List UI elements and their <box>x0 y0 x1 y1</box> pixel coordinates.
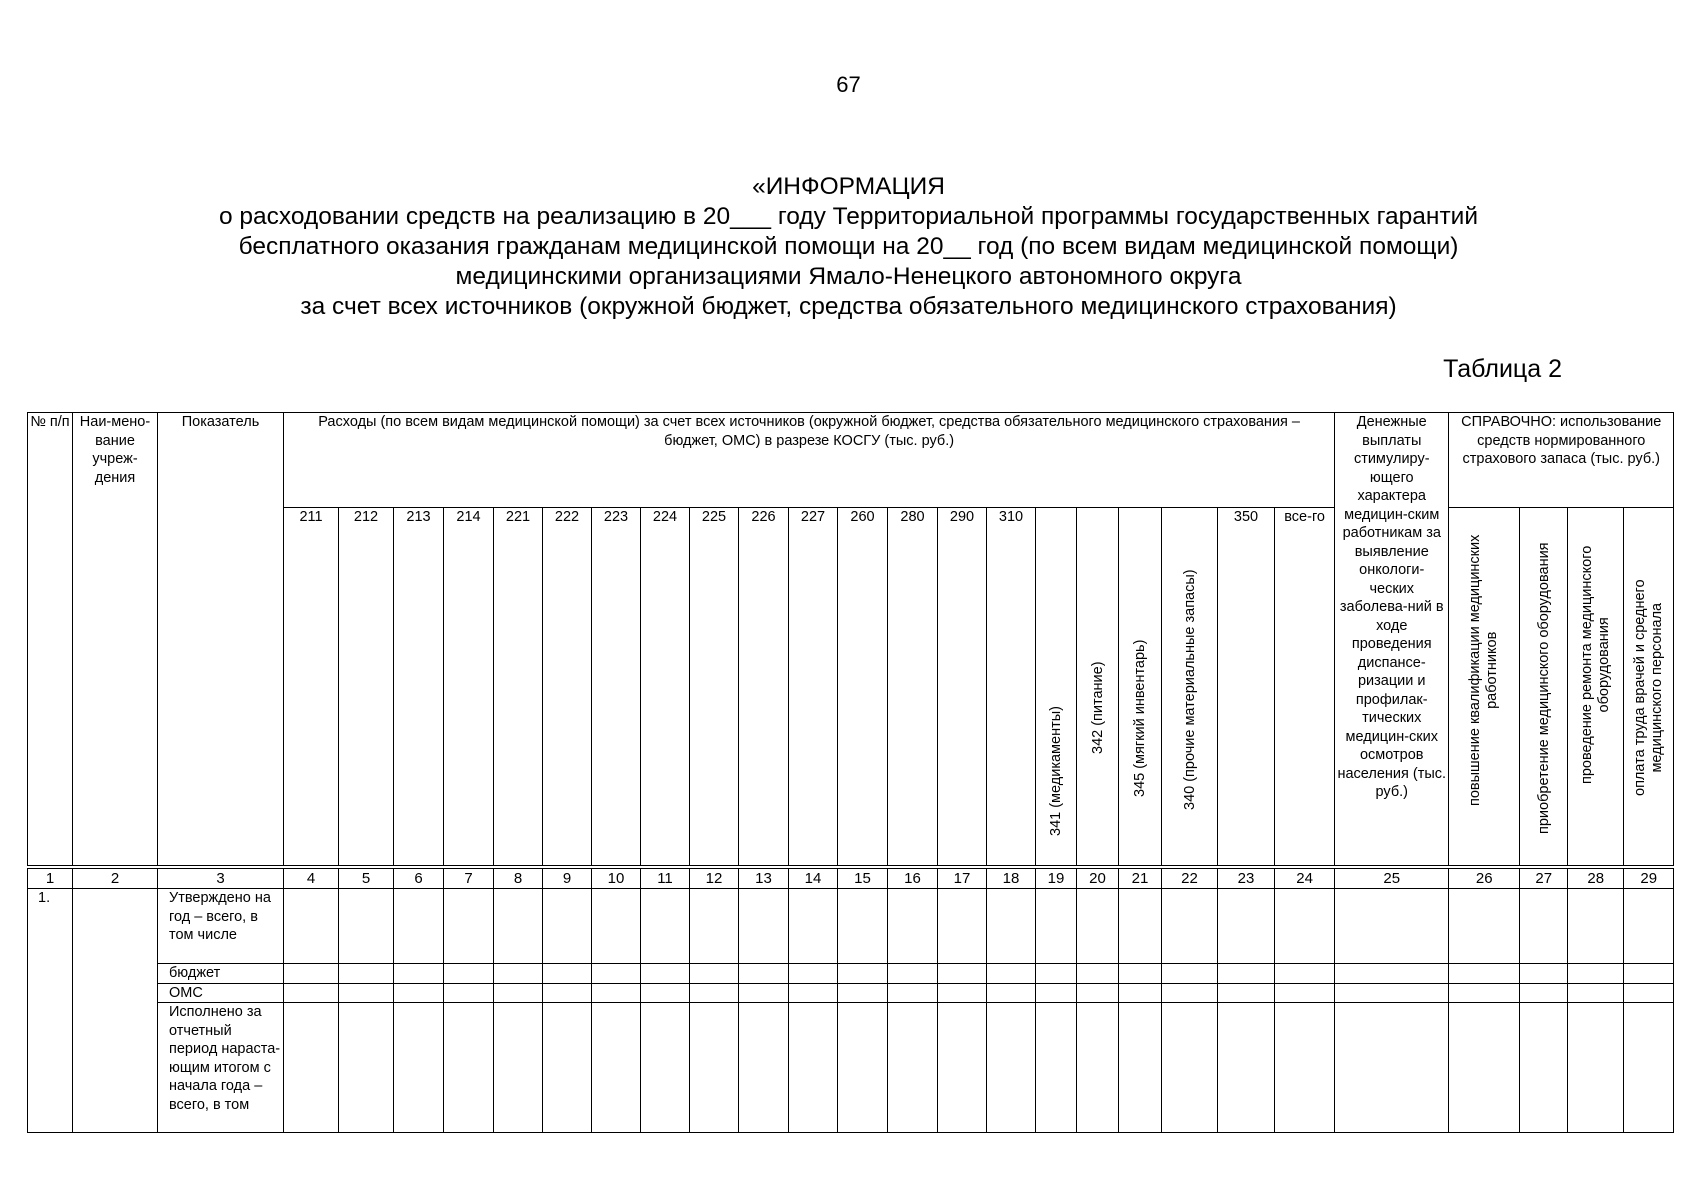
kosgu-345-label: 345 (мягкий инвентарь) <box>1132 639 1148 797</box>
title-line-3: бесплатного оказания гражданам медицинской помощи на 20__ год (по всем видам медицинской помощи) <box>238 233 1459 260</box>
kosgu-224: 224 <box>641 508 690 866</box>
data-cell[interactable] <box>739 983 789 1003</box>
title-line-1: «ИНФОРМАЦИЯ <box>752 173 945 200</box>
colnum: 11 <box>641 869 690 889</box>
indicator-oms: ОМС <box>158 983 284 1003</box>
data-cell[interactable] <box>284 964 339 984</box>
colnum: 25 <box>1335 869 1449 889</box>
data-cell[interactable] <box>838 1003 888 1133</box>
data-cell[interactable] <box>494 983 543 1003</box>
data-cell[interactable] <box>1449 964 1520 984</box>
kosgu-212: 212 <box>339 508 394 866</box>
data-cell[interactable] <box>543 1003 592 1133</box>
kosgu-345 <box>1119 508 1162 866</box>
data-cell[interactable] <box>1036 889 1077 964</box>
data-cell[interactable] <box>1119 983 1162 1003</box>
row-number: 1. <box>28 889 73 1133</box>
institution-name-cell[interactable] <box>73 889 158 1133</box>
kosgu-350: 350 <box>1218 508 1275 866</box>
colnum: 13 <box>739 869 789 889</box>
colnum: 23 <box>1218 869 1275 889</box>
header-num: № п/п <box>28 413 73 866</box>
header-payments: Денежные выплаты стимулиру-ющего характера медицин-ским работникам за выявление онкологи-ческих заболева-ний в ходе проведения диспансе-ризации и профилак-тических медицин-ских осмотров населения (тыс. руб.) <box>1335 413 1449 866</box>
data-cell[interactable] <box>444 889 494 964</box>
data-cell[interactable] <box>690 1003 739 1133</box>
ref-col-repair <box>1568 508 1624 866</box>
colnum: 7 <box>444 869 494 889</box>
data-cell[interactable] <box>1119 889 1162 964</box>
kosgu-342-label: 342 (питание) <box>1089 661 1106 754</box>
data-cell[interactable] <box>888 1003 938 1133</box>
data-cell[interactable] <box>1036 964 1077 984</box>
column-number-row <box>28 869 1674 889</box>
data-cell[interactable] <box>938 1003 987 1133</box>
data-cell[interactable] <box>1036 1003 1077 1133</box>
page-number: 67 <box>836 72 861 97</box>
data-cell[interactable] <box>739 1003 789 1133</box>
row-executed <box>28 1003 1674 1133</box>
data-cell[interactable] <box>1335 964 1449 984</box>
data-cell[interactable] <box>592 889 641 964</box>
data-cell[interactable] <box>987 1003 1036 1133</box>
colnum: 3 <box>158 869 284 889</box>
data-cell[interactable] <box>1624 889 1674 964</box>
colnum: 10 <box>592 869 641 889</box>
colnum: 27 <box>1520 869 1568 889</box>
kosgu-225: 225 <box>690 508 739 866</box>
title-line-5: за счет всех источников (окружной бюджет, средства обязательного медицинского страхования) <box>300 293 1397 320</box>
data-cell[interactable] <box>1218 889 1275 964</box>
data-cell[interactable] <box>888 964 938 984</box>
data-cell[interactable] <box>284 1003 339 1133</box>
title-line-2: о расходовании средств на реализацию в 20___ году Территориальной программы государственных гарантий <box>218 203 1479 230</box>
kosgu-260: 260 <box>838 508 888 866</box>
data-cell[interactable] <box>789 889 838 964</box>
colnum: 9 <box>543 869 592 889</box>
data-cell[interactable] <box>1077 1003 1119 1133</box>
indicator-executed <box>158 1003 284 1133</box>
kosgu-total: все-го <box>1275 508 1335 866</box>
data-cell[interactable] <box>938 964 987 984</box>
kosgu-226: 226 <box>739 508 789 866</box>
colnum: 12 <box>690 869 739 889</box>
data-cell[interactable] <box>1218 1003 1275 1133</box>
data-cell[interactable] <box>339 964 394 984</box>
data-cell[interactable] <box>1520 1003 1568 1133</box>
ref-col-qualification-line1: повышение квалификации медицинских <box>1467 534 1484 806</box>
data-cell[interactable] <box>1077 983 1119 1003</box>
kosgu-221: 221 <box>494 508 543 866</box>
data-cell[interactable] <box>1568 964 1624 984</box>
data-cell[interactable] <box>641 964 690 984</box>
data-cell[interactable] <box>1624 964 1674 984</box>
data-cell[interactable] <box>1275 1003 1335 1133</box>
kosgu-227: 227 <box>789 508 838 866</box>
data-cell[interactable] <box>394 889 444 964</box>
colnum: 21 <box>1119 869 1162 889</box>
ref-col-salary-label <box>1632 579 1666 796</box>
data-cell[interactable] <box>1335 889 1449 964</box>
data-cell[interactable] <box>543 964 592 984</box>
data-cell[interactable] <box>1036 983 1077 1003</box>
colnum: 24 <box>1275 869 1335 889</box>
data-cell[interactable] <box>543 983 592 1003</box>
ref-col-repair-line2: оборудования <box>1595 617 1612 713</box>
kosgu-222: 222 <box>543 508 592 866</box>
ref-col-qualification <box>1449 508 1520 866</box>
data-cell[interactable] <box>1449 889 1520 964</box>
header-indicator: Показатель <box>158 413 284 866</box>
data-cell[interactable] <box>690 983 739 1003</box>
kosgu-340 <box>1162 508 1218 866</box>
row-budget <box>28 964 1674 984</box>
data-cell[interactable] <box>494 889 543 964</box>
data-cell[interactable] <box>987 983 1036 1003</box>
data-cell[interactable] <box>838 983 888 1003</box>
colnum: 22 <box>1162 869 1218 889</box>
data-cell[interactable] <box>1162 1003 1218 1133</box>
data-cell[interactable] <box>1568 1003 1624 1133</box>
header-name: Наи-мено-вание учреж-дения <box>73 413 158 866</box>
data-cell[interactable] <box>444 983 494 1003</box>
kosgu-223: 223 <box>592 508 641 866</box>
indicator-approved: Утверждено на год – всего, в том числе <box>158 889 284 964</box>
ref-col-salary-line2: медицинского персонала <box>1648 602 1665 773</box>
ref-col-salary <box>1624 508 1674 866</box>
data-cell[interactable] <box>1077 964 1119 984</box>
data-cell[interactable] <box>339 889 394 964</box>
expenses-table <box>27 412 1674 1133</box>
kosgu-341 <box>1036 508 1077 866</box>
header-reference: СПРАВОЧНО: использование средств нормированного страхового запаса (тыс. руб.) <box>1449 413 1674 508</box>
data-cell[interactable] <box>1218 964 1275 984</box>
colnum: 8 <box>494 869 543 889</box>
data-cell[interactable] <box>739 964 789 984</box>
header-expenses: Расходы (по всем видам медицинской помощи) за счет всех источников (окружной бюджет, средства обязательного медицинского страхования – бюджет, ОМС) в разрезе КОСГУ (тыс. руб.) <box>284 413 1335 508</box>
data-cell[interactable] <box>888 983 938 1003</box>
colnum: 16 <box>888 869 938 889</box>
colnum: 2 <box>73 869 158 889</box>
data-cell[interactable] <box>444 964 494 984</box>
data-cell[interactable] <box>987 889 1036 964</box>
header-row-1 <box>28 413 1674 508</box>
data-cell[interactable] <box>641 983 690 1003</box>
colnum: 26 <box>1449 869 1520 889</box>
data-cell[interactable] <box>1218 983 1275 1003</box>
data-cell[interactable] <box>888 889 938 964</box>
colnum: 20 <box>1077 869 1119 889</box>
data-cell[interactable] <box>1520 964 1568 984</box>
kosgu-341-label: 341 (медикаменты) <box>1048 706 1064 836</box>
data-cell[interactable] <box>1449 1003 1520 1133</box>
data-cell[interactable] <box>1520 983 1568 1003</box>
data-cell[interactable] <box>838 964 888 984</box>
colnum: 6 <box>394 869 444 889</box>
data-cell[interactable] <box>1162 964 1218 984</box>
data-cell[interactable] <box>592 1003 641 1133</box>
colnum: 5 <box>339 869 394 889</box>
document-title <box>0 172 1697 322</box>
kosgu-280: 280 <box>888 508 938 866</box>
data-cell[interactable] <box>1520 889 1568 964</box>
table-caption: Таблица 2 <box>1443 355 1562 383</box>
data-cell[interactable] <box>987 964 1036 984</box>
data-cell[interactable] <box>394 983 444 1003</box>
data-cell[interactable] <box>838 889 888 964</box>
data-cell[interactable] <box>494 964 543 984</box>
data-cell[interactable] <box>1335 1003 1449 1133</box>
kosgu-290: 290 <box>938 508 987 866</box>
kosgu-211: 211 <box>284 508 339 866</box>
data-cell[interactable] <box>1162 983 1218 1003</box>
title-line-4: медицинскими организациями Ямало-Ненецкого автономного округа <box>455 263 1242 290</box>
colnum: 4 <box>284 869 339 889</box>
data-cell[interactable] <box>938 983 987 1003</box>
kosgu-310: 310 <box>987 508 1036 866</box>
data-cell[interactable] <box>1119 1003 1162 1133</box>
colnum: 15 <box>838 869 888 889</box>
data-cell[interactable] <box>641 1003 690 1133</box>
ref-col-equipment-label: приобретение медицинского оборудования <box>1535 542 1552 834</box>
data-cell[interactable] <box>394 964 444 984</box>
data-cell[interactable] <box>1077 889 1119 964</box>
row-oms <box>28 983 1674 1003</box>
ref-col-salary-line1: оплата труда врачей и среднего <box>1631 579 1648 796</box>
data-cell[interactable] <box>789 983 838 1003</box>
colnum: 1 <box>28 869 73 889</box>
data-cell[interactable] <box>284 983 339 1003</box>
data-cell[interactable] <box>690 889 739 964</box>
data-cell[interactable] <box>938 889 987 964</box>
data-cell[interactable] <box>641 889 690 964</box>
colnum: 14 <box>789 869 838 889</box>
data-cell[interactable] <box>592 964 641 984</box>
indicator-budget: бюджет <box>158 964 284 984</box>
data-cell[interactable] <box>1624 983 1674 1003</box>
data-cell[interactable] <box>543 889 592 964</box>
data-cell[interactable] <box>789 1003 838 1133</box>
data-cell[interactable] <box>1275 889 1335 964</box>
data-cell[interactable] <box>339 983 394 1003</box>
kosgu-213: 213 <box>394 508 444 866</box>
data-cell[interactable] <box>1275 964 1335 984</box>
data-cell[interactable] <box>494 1003 543 1133</box>
kosgu-340-label: 340 (прочие материальные запасы) <box>1181 569 1198 810</box>
colnum: 19 <box>1036 869 1077 889</box>
colnum: 18 <box>987 869 1036 889</box>
indicator-executed-text: Исполнено за отчетный период нараста-ющим итогом с начала года – всего, в том <box>169 1004 281 1113</box>
data-cell[interactable] <box>339 1003 394 1133</box>
data-cell[interactable] <box>592 983 641 1003</box>
kosgu-214: 214 <box>444 508 494 866</box>
row-approved <box>28 889 1674 964</box>
data-cell[interactable] <box>1162 889 1218 964</box>
data-cell[interactable] <box>394 1003 444 1133</box>
ref-col-qualification-label <box>1467 535 1501 806</box>
data-cell[interactable] <box>444 1003 494 1133</box>
data-cell[interactable] <box>690 964 739 984</box>
kosgu-342 <box>1077 508 1119 866</box>
data-cell[interactable] <box>1275 983 1335 1003</box>
data-cell[interactable] <box>1335 983 1449 1003</box>
data-cell[interactable] <box>1119 964 1162 984</box>
colnum: 17 <box>938 869 987 889</box>
ref-col-equipment <box>1520 508 1568 866</box>
data-cell[interactable] <box>1568 983 1624 1003</box>
data-cell[interactable] <box>1624 1003 1674 1133</box>
data-cell[interactable] <box>789 964 838 984</box>
ref-col-repair-line1: проведение ремонта медицинского <box>1578 545 1595 784</box>
data-cell[interactable] <box>739 889 789 964</box>
colnum: 29 <box>1624 869 1674 889</box>
data-cell[interactable] <box>284 889 339 964</box>
data-cell[interactable] <box>1568 889 1624 964</box>
ref-col-qualification-line2: работников <box>1484 631 1501 709</box>
data-cell[interactable] <box>1449 983 1520 1003</box>
ref-col-repair-label <box>1579 546 1613 784</box>
colnum: 28 <box>1568 869 1624 889</box>
